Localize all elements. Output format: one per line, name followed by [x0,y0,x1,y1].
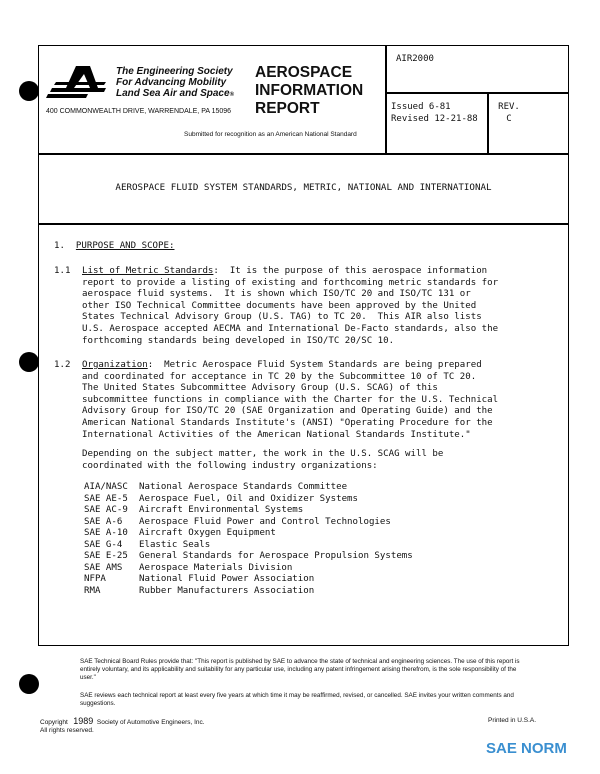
submitted-note: Submitted for recognition as an American National Standard [184,131,357,138]
list-item: SAE AE-5 Aerospace Fuel, Oil and Oxidizer Systems [84,493,358,504]
rev-divider [487,92,489,153]
paragraph-1-1: List of Metric Standards: It is the purpose of this aerospace information report to provide a listing of existing and forthcoming metric standards for aerospace fluid systems. It is shown which ISO/TC 20 and ISO/TC 131 or other ISO Technical Committee documents have been approved by the United States Technical Advisory Group (U.S. TAG) to TC 20. This AIR also lists U.S. Aerospace accepted AECMA and International De-Facto standards, also the forthcoming standards being developed in ISO/TC 20/SC 10. [82,266,499,346]
report-type: AEROSPACE INFORMATION REPORT [255,64,364,117]
list-item: SAE A-10 Aircraft Oxygen Equipment [84,528,276,538]
list-item: SAE G-4 Elastic Seals [84,539,211,550]
punch-hole [19,352,39,372]
sae-norm-watermark: SAE NORM [486,740,567,757]
printed-in: Printed in U.S.A. [488,717,537,724]
title-divider [38,223,569,225]
document-number: AIR2000 [396,54,434,64]
docno-hline [385,92,569,94]
section-heading: 1. PURPOSE AND SCOPE: [54,241,175,251]
list-item: RMA Rubber Manufacturers Association [84,585,315,596]
paragraph-number: 1.1 [54,266,71,276]
sae-logo-icon [46,64,112,100]
review-note: SAE reviews each technical report at least every five years at which time it may be reaffirmed, revised, or cancelled. SAE invites your written comments and suggestions. [80,692,514,707]
revision-box: REV. C [498,102,520,124]
punch-hole [19,81,39,101]
paragraph-number: 1.2 [54,360,71,370]
issue-dates: Issued 6-81 Revised 12-21-88 [391,102,478,124]
document-title: AEROSPACE FLUID SYSTEM STANDARDS, METRIC, NATIONAL AND INTERNATIONAL [115,182,492,193]
society-address: 400 COMMONWEALTH DRIVE, WARRENDALE, PA 15096 [46,108,232,115]
header-divider [38,153,569,155]
copyright: Copyright 1989 Society of Automotive Engineers, Inc. All rights reserved. [40,716,205,734]
docno-divider [385,45,387,153]
punch-hole [19,674,39,694]
list-item: SAE AC-9 Aircraft Environmental Systems [84,505,304,515]
list-item: SAE A-6 Aerospace Fluid Power and Control Technologies [84,516,391,527]
board-rules-note: SAE Technical Board Rules provide that: "This report is published by SAE to advance the state of technical and engineering sciences. The use of this report is entirely voluntary, and its applicability and suitability for any particular use, including any patent infringement arising therefrom, is the sole responsibility of the user." [80,658,520,681]
list-item: SAE E-25 General Standards for Aerospace Propulsion Systems [84,551,413,561]
paragraph-1-2: Organization: Metric Aerospace Fluid System Standards are being prepared and coordinated for acceptance in TC 20 by the Subcommittee 10 of TC 20. The United States Subcommittee Advisory Group (U.S. SCAG) of this subcommittee functions in compliance with the Charter for the U.S. Technical Advisory Group for ISO/TC 20 (SAE Organization and Operating Guide) and the American National Standards Institute's (ANSI) "Operating Procedure for the International Activities of the American National Standards Institute." [82,360,499,440]
society-name: The Engineering Society For Advancing Mobility Land Sea Air and Space® [116,66,234,99]
organizations-list [84,482,413,597]
list-item: NFPA National Fluid Power Association [84,574,315,584]
paragraph-followup: Depending on the subject matter, the work in the U.S. SCAG will be coordinated with the following industry organizations: [82,449,444,471]
list-item: AIA/NASC National Aerospace Standards Committee [84,482,348,492]
list-item: SAE AMS Aerospace Materials Division [84,562,293,573]
